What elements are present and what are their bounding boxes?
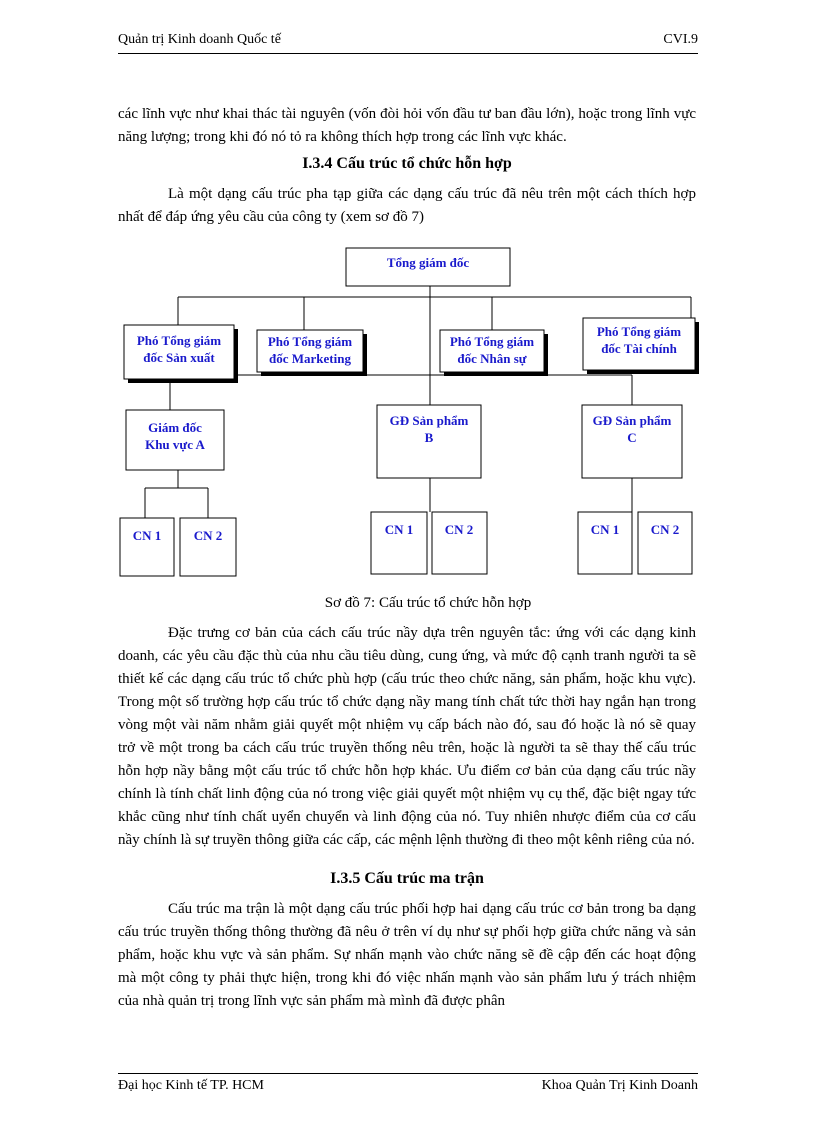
box-region-a-branch-1 [120, 518, 174, 576]
box-product-c-line2: C [627, 430, 637, 445]
section-heading-hybrid: I.3.4 Cấu trúc tổ chức hỗn hợp [302, 155, 512, 172]
box-ceo-label: Tổng giám đốc [386, 255, 470, 270]
header-title: Quản trị Kinh doanh Quốc tế [118, 32, 281, 47]
branch-label: CN 2 [193, 528, 223, 543]
paragraph-intro: các lĩnh vực như khai thác tài nguyên (vốn đòi hỏi vốn đầu tư ban đầu lớn), hoặc trong lĩnh vực năng lượng; trong khi đó nó tỏ ra không thích hợp trong các lĩnh vực khác. [118, 106, 696, 145]
box-product-c-line1: GĐ Sản phẩm [592, 413, 672, 428]
paragraph-hybrid-definition: Là một dạng cấu trúc pha tạp giữa các dạng cấu trúc đã nêu trên một cách thích hợp nhất để đáp ứng yêu cầu của công ty (xem sơ đồ 7) [118, 186, 696, 225]
box-product-b-line1: GĐ Sản phẩm [389, 413, 469, 428]
box-product-b-line2: B [424, 430, 434, 445]
branch-label: CN 1 [590, 522, 620, 537]
box-region-a-line2: Khu vực A [145, 437, 205, 452]
box-vp-hr-line2: đốc Nhân sự [457, 351, 527, 366]
paragraph-hybrid-characteristics: Đặc trưng cơ bản của cách cấu trúc nầy dựa trên nguyên tắc: ứng với các dạng kinh doanh, các yêu cầu đặc thù của nhu cầu tiêu dùng, cung ứng, và mức độ cạnh tranh người ta sẽ thiết kế các dạng cấu trúc tổ chức phù hợp (cấu trúc theo chức năng, sản phẩm, hoặc khu vực). Trong một số trường hợp cấu trúc tổ chức dạng nầy mang tính chất tức thời hay ngắn hạn trong vòng một vài năm nhằm giải quyết một nhiệm vụ cấp bách nào đó, sau đó hoặc là nó sẽ quay trở về một trong ba cách cấu trúc truyền thống nêu trên, hoặc là người ta sẽ thay thế cấu trúc hỗn hợp nầy bằng một cấu trúc tổ chức hỗn hợp khác. Ưu điểm cơ bản của dạng cấu trúc nầy chính là tính chất linh động của nó trong việc giải quyết một nhiệm vụ cụ thể, đặc biệt ngay tức khắc cũng như tính chất uyển chuyển và linh động của nó. Tuy nhiên nhược điểm của cơ cấu nầy chính là sự truyền thông giữa các cấp, các mệnh lệnh thường đi theo một kênh riêng của nó. [118, 625, 696, 848]
box-region-a-line1: Giám đốc [148, 420, 202, 435]
branch-label: CN 1 [132, 528, 162, 543]
footer-divider [118, 1073, 698, 1074]
section-heading-matrix: I.3.5 Cấu trúc ma trận [330, 870, 484, 887]
header-page-number: CVI.9 [663, 32, 698, 47]
branch-label: CN 2 [650, 522, 680, 537]
page-footer [118, 1078, 698, 1098]
box-region-a-branch-2 [180, 518, 236, 576]
footer-university: Đại học Kinh tế TP. HCM [118, 1078, 264, 1093]
branch-label: CN 2 [444, 522, 474, 537]
box-vp-hr-line1: Phó Tổng giám [449, 334, 535, 349]
diagram-caption: Sơ đồ 7: Cấu trúc tổ chức hỗn hợp [324, 595, 532, 611]
box-vp-finance-line1: Phó Tổng giám [596, 324, 682, 339]
box-vp-marketing-line2: đốc Marketing [269, 351, 351, 366]
paragraph-matrix-definition: Cấu trúc ma trận là một dạng cấu trúc phối hợp hai dạng cấu trúc cơ bản trong ba dạng cấu trúc truyền thống thông thường đã nêu ở trên ví dụ như sự phối hợp giữa chức năng và sản phẩm, hoặc khu vực và sản phẩm. Sự nhấn mạnh vào chức năng sẽ đề cập đến các hoạt động mà một công ty phải thực hiện, trong khi đó việc nhấn mạnh vào sản phẩm lưu ý trách nhiệm của nhà quản trị trong lĩnh vực sản phẩm mà mình đã được phân [118, 901, 696, 1009]
box-vp-finance-line2: đốc Tài chính [601, 341, 677, 356]
box-vp-production-line2: đốc Sản xuất [143, 350, 215, 365]
footer-faculty: Khoa Quản Trị Kinh Doanh [541, 1078, 698, 1093]
box-vp-production-line1: Phó Tổng giám [136, 333, 222, 348]
branch-label: CN 1 [384, 522, 414, 537]
box-vp-marketing-line1: Phó Tổng giám [267, 334, 353, 349]
